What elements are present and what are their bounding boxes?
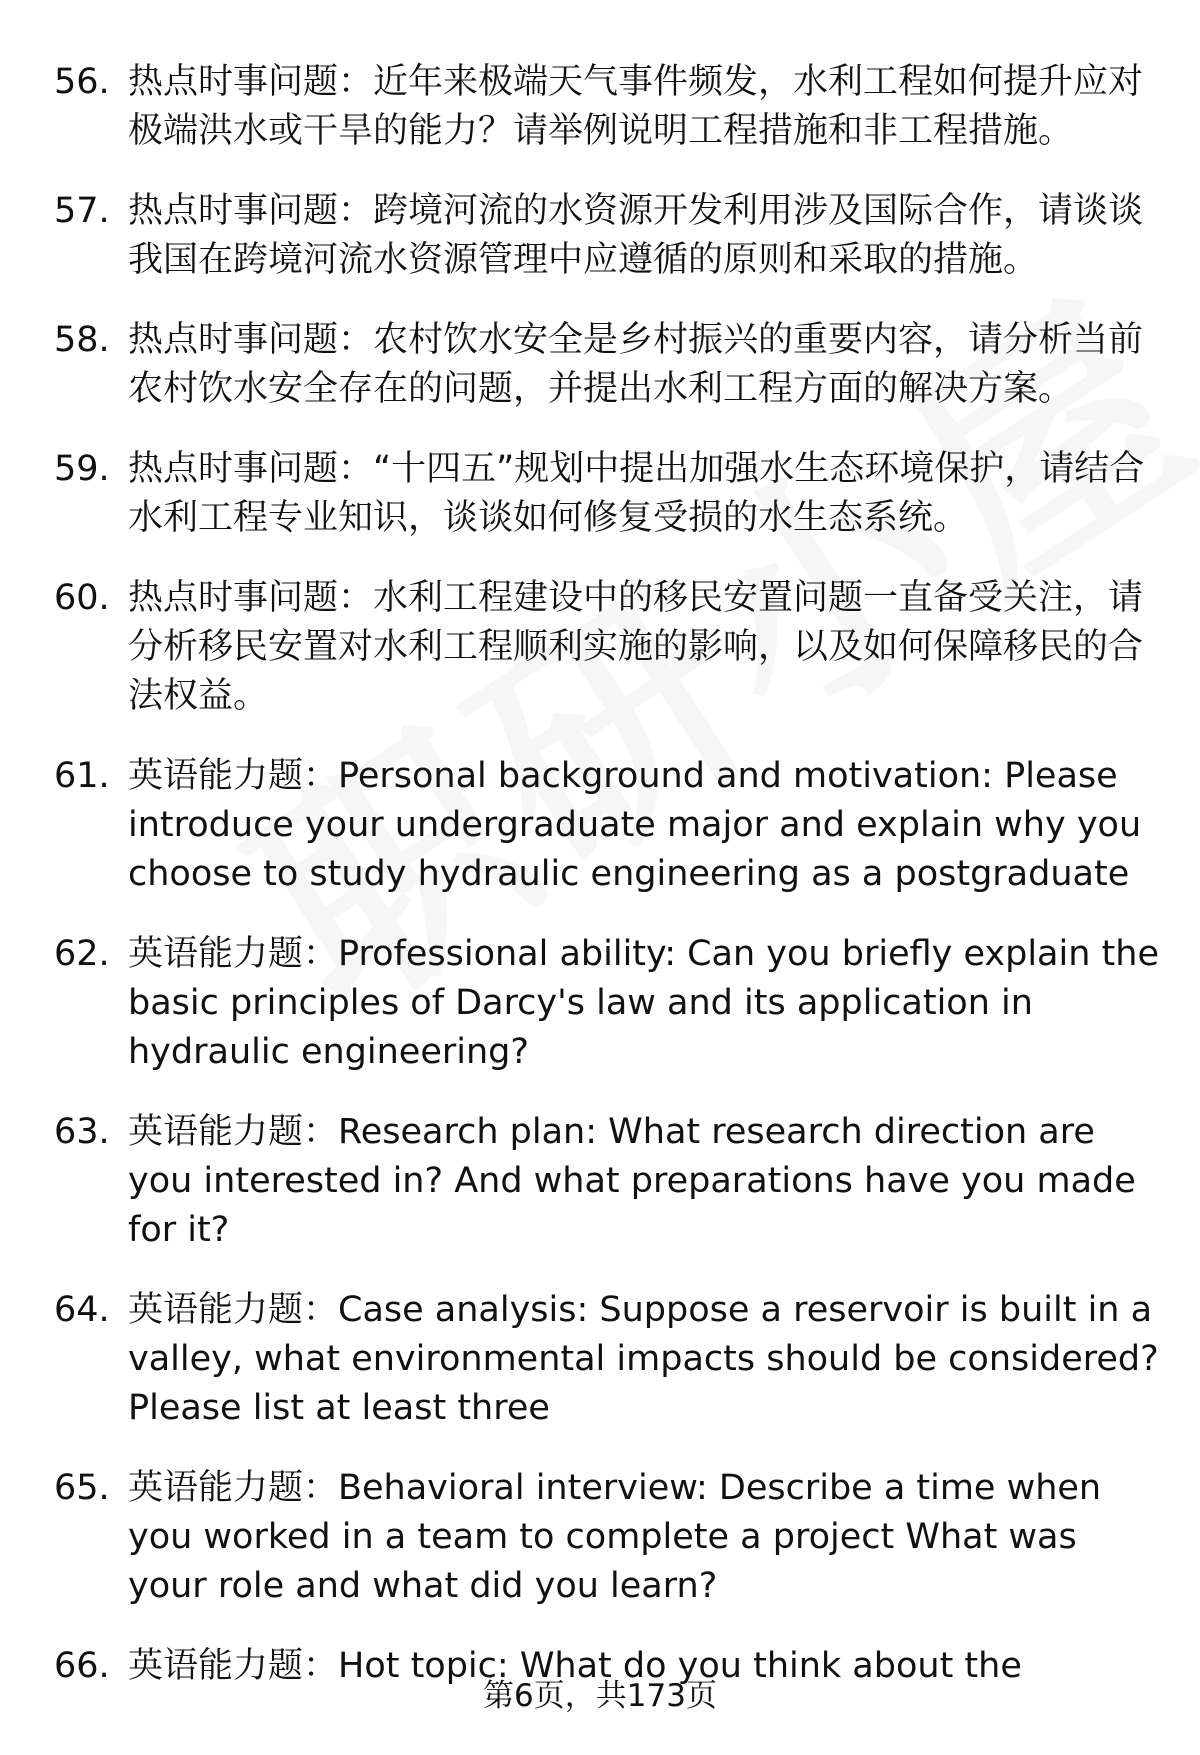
question-item [0,316,1200,414]
question-item [0,187,1200,285]
question-number: 56. [54,62,110,102]
question-text: 热点时事问题：跨境河流的水资源开发利用涉及国际合作，请谈谈我国在跨境河流水资源管理中应遵循的原则和采取的措施。 [128,191,1144,280]
question-number: 59. [54,449,110,489]
question-item [0,445,1200,543]
question-number: 58. [54,320,110,360]
question-number: 57. [54,191,110,231]
question-text: 英语能力题：Behavioral interview: Describe a time when you worked in a team to complete a project What was your role and what did you learn? [128,1468,1102,1606]
question-text: 英语能力题：Hot topic: What do you think about the [128,1646,1022,1686]
question-number: 63. [54,1112,110,1152]
question-item [0,930,1200,1077]
question-item [0,58,1200,156]
question-text: 英语能力题：Professional ability: Can you briefly explain the basic principles of Darcy's law and its application in hydraulic engineering? [128,934,1159,1072]
question-text: 英语能力题：Research plan: What research direction are you interested in? And what preparations have you made for it? [128,1112,1136,1250]
question-item [0,752,1200,899]
question-number: 60. [54,578,110,618]
question-number: 61. [54,756,110,796]
question-text: 热点时事问题：水利工程建设中的移民安置问题一直备受关注，请分析移民安置对水利工程顺利实施的影响，以及如何保障移民的合法权益。 [128,578,1144,716]
question-list [0,58,1200,1722]
question-item [0,1464,1200,1611]
question-number: 62. [54,934,110,974]
question-item [0,574,1200,721]
question-item [0,1286,1200,1433]
question-number: 64. [54,1290,110,1330]
question-text: 热点时事问题：近年来极端天气事件频发，水利工程如何提升应对极端洪水或干旱的能力？请举例说明工程措施和非工程措施。 [128,62,1144,151]
question-text: 热点时事问题：农村饮水安全是乡村振兴的重要内容，请分析当前农村饮水安全存在的问题，并提出水利工程方面的解决方案。 [128,320,1144,409]
question-text: 热点时事问题：“十四五”规划中提出加强水生态环境保护，请结合水利工程专业知识，谈谈如何修复受损的水生态系统。 [128,449,1145,538]
question-number: 65. [54,1468,110,1508]
page-footer: 第6页，共173页 [483,1678,717,1714]
question-text: 英语能力题：Personal background and motivation: Please introduce your undergraduate major and explain why you choose to study hydraulic engineering as a postgraduate [128,756,1142,894]
question-item [0,1108,1200,1255]
question-number: 66. [54,1646,110,1686]
question-text: 英语能力题：Case analysis: Suppose a reservoir is built in a valley, what environmental impacts should be considered? Please list at least three [128,1290,1159,1428]
